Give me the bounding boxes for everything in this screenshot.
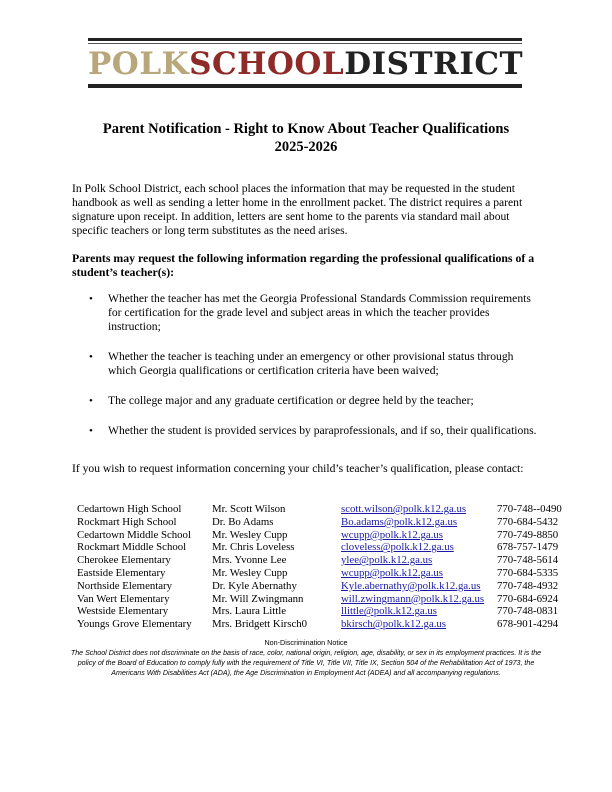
school-name: Cherokee Elementary xyxy=(77,554,171,567)
email-link[interactable]: llittle@polk.k12.ga.us xyxy=(341,605,438,618)
list-item-text: Whether the teacher is teaching under an emergency or other provisional status through which Georgia qualifications or certification criteria have been waived; xyxy=(108,350,514,377)
school-name: Van Wert Elementary xyxy=(77,592,170,605)
email-link[interactable]: bkirsch@polk.k12.ga.us xyxy=(341,618,447,631)
school-name: Westside Elementary xyxy=(77,605,169,618)
contact-name: Mrs. Yvonne Lee xyxy=(212,554,287,567)
table-row xyxy=(77,554,597,567)
contact-name: Dr. Kyle Abernathy xyxy=(212,579,297,592)
contact-table xyxy=(77,503,597,631)
contact-name: Mr. Wesley Cupp xyxy=(212,528,288,541)
email-link[interactable]: wcupp@polk.k12.ga.us xyxy=(341,566,444,579)
email-link[interactable]: cloveless@polk.k12.ga.us xyxy=(341,541,454,554)
contact-name: Mr. Will Zwingmann xyxy=(212,592,304,605)
logo-school: SCHOOL xyxy=(189,46,345,82)
title-line-1: Parent Notification - Right to Know About Teacher Qualifications xyxy=(102,121,510,137)
list-item-text: The college major and any graduate certification or degree held by the teacher; xyxy=(108,394,474,407)
table-row xyxy=(77,593,597,606)
table-row xyxy=(77,618,597,631)
list-item xyxy=(72,350,542,378)
phone-number: 770-684-5432 xyxy=(497,515,559,528)
nondiscrimination-title: Non-Discrimination Notice xyxy=(264,638,348,647)
document-title xyxy=(40,120,572,156)
phone-number: 770-748-0831 xyxy=(497,605,559,618)
qualification-list xyxy=(72,292,542,454)
school-name: Eastside Elementary xyxy=(77,566,166,579)
bullet-icon: • xyxy=(89,425,93,437)
contact-name: Mr. Scott Wilson xyxy=(212,503,286,515)
email-link[interactable]: scott.wilson@polk.k12.ga.us xyxy=(341,503,467,515)
phone-number: 770-684-6924 xyxy=(497,592,559,605)
school-name: Cedartown Middle School xyxy=(77,528,191,541)
contact-intro: If you wish to request information concerning your child’s teacher’s qualification, please contact: xyxy=(72,462,524,475)
phone-number: 770-748--0490 xyxy=(497,503,562,515)
contact-name: Mrs. Bridgett Kirsch0 xyxy=(212,618,308,631)
list-item xyxy=(72,424,542,438)
nondiscrimination-body: The School District does not discriminate on the basis of race, color, national origin, religion, age, disability, or sex in its employment practices. It is the policy of the Board of Education to comply fully with the requirement of Title VI, Title VII, Title IX, Section 504 of the Rehabilitation Act of 1973, the Americans With Disabilities Act (ADA), the Age Discrimination in Employment Act (ADEA) and all accompanying regulations. xyxy=(70,649,542,678)
phone-number: 770-748-5614 xyxy=(497,554,559,567)
bullet-icon: • xyxy=(89,293,93,305)
list-item xyxy=(72,292,542,334)
list-item-text: Whether the teacher has met the Georgia Professional Standards Commission requirements for certification for the grade level and subject areas in which the teacher provides instruction; xyxy=(108,292,531,333)
table-row xyxy=(77,567,597,580)
contact-name: Mr. Chris Loveless xyxy=(212,541,295,554)
table-row xyxy=(77,605,597,618)
school-name: Rockmart High School xyxy=(77,515,177,528)
list-item-text: Whether the student is provided services by paraprofessionals, and if so, their qualifications. xyxy=(108,424,537,437)
school-name: Rockmart Middle School xyxy=(77,541,187,554)
email-link[interactable]: Bo.adams@polk.k12.ga.us xyxy=(341,515,458,528)
title-line-2: 2025-2026 xyxy=(274,139,338,155)
bullet-icon: • xyxy=(89,395,93,407)
email-link[interactable]: wcupp@polk.k12.ga.us xyxy=(341,528,444,541)
email-link[interactable]: Kyle.abernathy@polk.k12.ga.us xyxy=(341,579,481,592)
email-link[interactable]: ylee@polk.k12.ga.us xyxy=(341,554,433,567)
bullet-icon: • xyxy=(89,351,93,363)
intro-paragraph: In Polk School District, each school places the information that may be requested in the student handbook as well as sending a letter home in the enrollment packet. The district requires a parent signature upon receipt. In addition, letters are sent home to the parents via standard mail about specific teachers or long term substitutes as the need arises. xyxy=(72,182,523,237)
table-row xyxy=(77,529,597,542)
contact-name: Mr. Wesley Cupp xyxy=(212,566,288,579)
school-name: Youngs Grove Elementary xyxy=(77,618,192,631)
table-row xyxy=(77,580,597,593)
letterhead-top-rule xyxy=(88,38,522,41)
phone-number: 770-749-8850 xyxy=(497,528,559,541)
table-row xyxy=(77,541,597,554)
phone-number: 678-901-4294 xyxy=(497,618,559,631)
table-row xyxy=(77,503,597,516)
table-row xyxy=(77,516,597,529)
contact-name: Mrs. Laura Little xyxy=(212,605,287,618)
school-name: Cedartown High School xyxy=(77,503,182,515)
phone-number: 770-748-4932 xyxy=(497,579,559,592)
list-item xyxy=(72,394,542,408)
school-name: Northside Elementary xyxy=(77,579,173,592)
district-logo xyxy=(88,44,522,84)
logo-polk: POLK xyxy=(88,46,190,82)
contact-name: Dr. Bo Adams xyxy=(212,515,274,528)
phone-number: 770-684-5335 xyxy=(497,566,559,579)
request-statement: Parents may request the following information regarding the professional qualifications of a student’s teacher(s): xyxy=(72,251,535,279)
letterhead-bottom-rule xyxy=(88,84,522,88)
phone-number: 678-757-1479 xyxy=(497,541,559,554)
logo-district: DISTRICT xyxy=(344,46,524,82)
email-link[interactable]: will.zwingmann@polk.k12.ga.us xyxy=(341,592,485,605)
